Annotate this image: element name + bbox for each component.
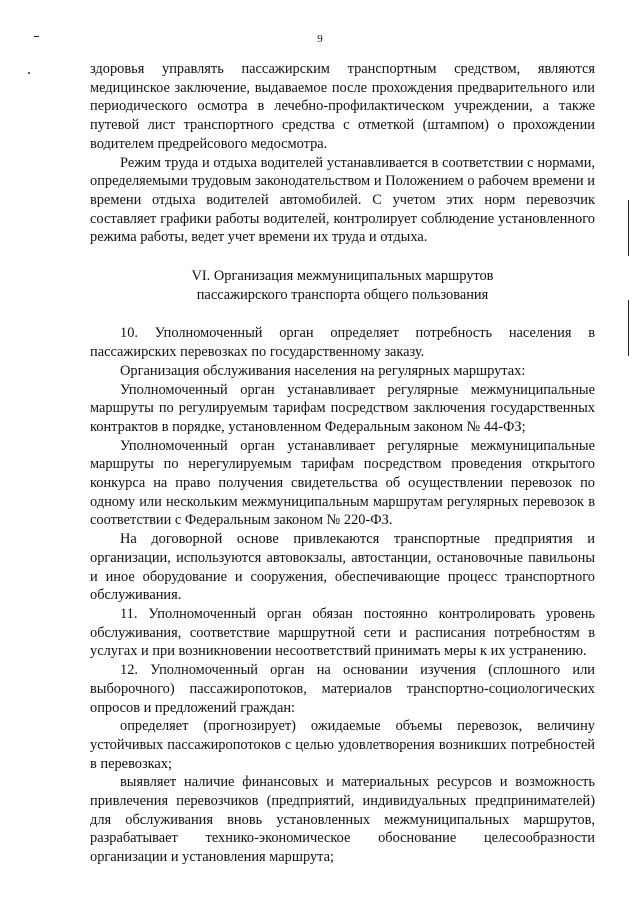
scan-mark-right-1 [628, 200, 629, 256]
page-number: 9 [317, 33, 323, 45]
paragraph-organization: Организация обслуживания населения на регулярных маршрутах: [120, 362, 526, 379]
paragraph-11: 11. Уполномоченный орган обязан постоянно контролировать уровень обслуживания, соответствие маршрутной сети и расписания потребностям в услугах и при возникновении несоответствий принимать меры к их устранению. [90, 605, 595, 660]
paragraph-unregulated-routes: Уполномоченный орган устанавливает регулярные межмуниципальные маршруты по нерегулируемым тарифам посредством проведения открытого конкурса на право получения свидетельства об осуществлении перевозок по одному или нескольким межмуниципальным маршрутам регулярных перевозок в соответствии с Федеральным законом № 220-ФЗ. [90, 437, 595, 529]
paragraph-10: 10. Уполномоченный орган определяет потребность населения в пассажирских перевозках по государственному заказу. [90, 325, 595, 361]
paragraph-12: 12. Уполномоченный орган на основании изучения (сплошного или выборочного) пассажиропотоков, материалов транспортно-социологических опросов и предложений граждан: [90, 662, 595, 716]
scan-mark-top-left [34, 36, 39, 37]
paragraph-continuation: здоровья управлять пассажирским транспортным средством, являются медицинское заключение, выдаваемое после прохождения предварительного или периодического осмотра в лечебно-профилактическом учреждении, а также путевой лист транспортного средства с отметкой (штампом) о прохождении водителем предрейсового медосмотра. [90, 61, 595, 152]
paragraph-resources: выявляет наличие финансовых и материальных ресурсов и возможность привлечения перевозчиков (предприятий, индивидуальных предпринимателей) для обслуживания вновь установленных межмуниципальных маршрутов, разрабатывает технико-экономическое обоснование целесообразности организации и установления маршрута; [90, 774, 595, 866]
paragraph-forecast: определяет (прогнозирует) ожидаемые объемы перевозок, величину устойчивых пассажиропотоков с целью удовлетворения возникших потребностей в перевозках; [90, 718, 595, 772]
paragraph-contract-basis: На договорной основе привлекаются транспортные предприятия и организации, используются автовокзалы, автостанции, остановочные павильоны и иное оборудование и сооружения, обеспечивающие процесс транспортного обслуживания. [90, 531, 595, 604]
document-body [90, 60, 595, 867]
section-title-line-2: пассажирского транспорта общего пользования [196, 286, 489, 303]
section-title [90, 267, 595, 304]
section-title-line-1: VI. Организация межмуниципальных маршрутов [191, 268, 494, 285]
scan-mark-right-2 [628, 300, 629, 356]
paragraph-regulated-routes: Уполномоченный орган устанавливает регулярные межмуниципальные маршруты по регулируемым тарифам посредством заключения государственных контрактов в порядке, установленном Федеральным законом № 44-ФЗ; [90, 381, 595, 435]
scan-mark-left [28, 72, 30, 74]
paragraph-work-regime: Режим труда и отдыха водителей устанавливается в соответствии с нормами, определяемыми трудовым законодательством и Положением о рабочем времени и времени отдыха водителей автомобилей. С учетом этих норм перевозчик составляет графики работы водителей, контролирует соблюдение установленного режима работы, ведет учет времени их труда и отдыха. [90, 154, 595, 246]
